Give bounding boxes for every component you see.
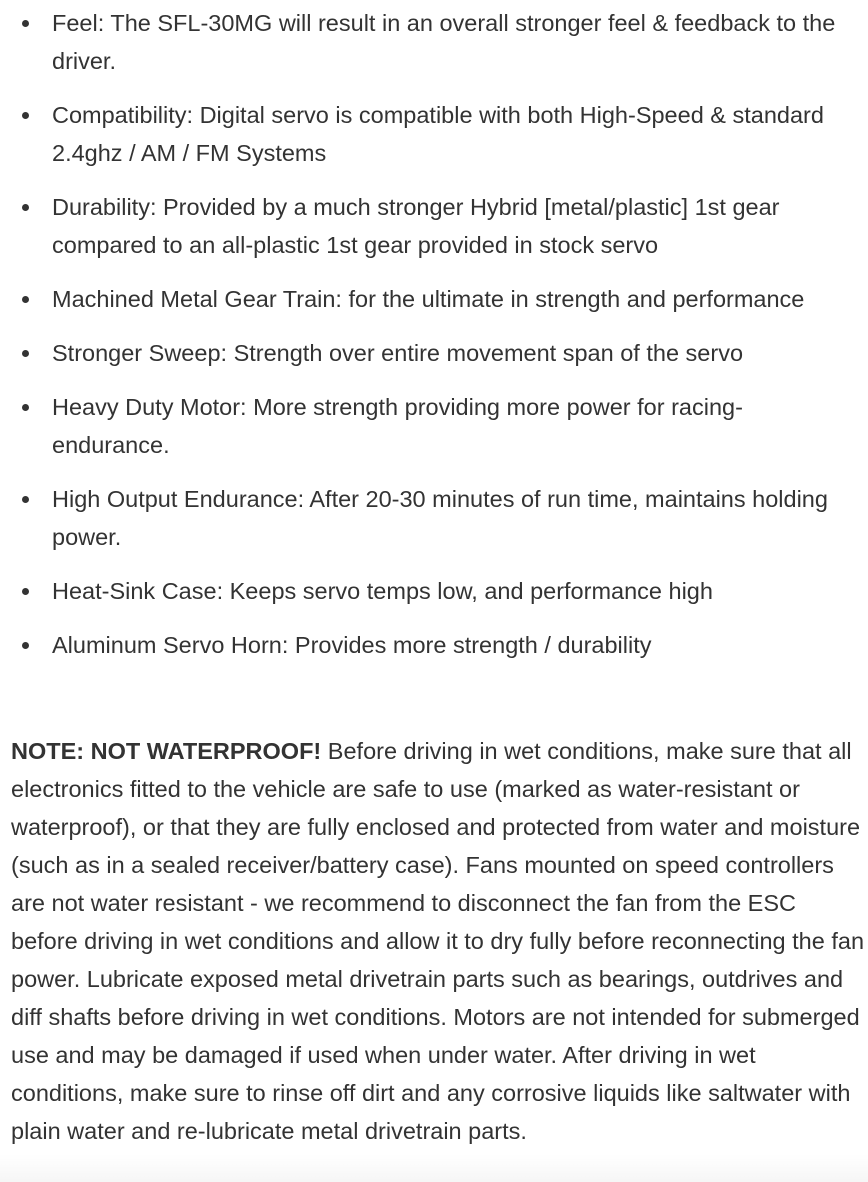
bullet-icon (22, 350, 29, 357)
list-item (0, 480, 868, 556)
bottom-fade (0, 1154, 868, 1182)
bullet-icon (22, 20, 29, 27)
feature-text: High Output Endurance: After 20-30 minutes of run time, maintains holding power. (52, 486, 828, 550)
list-item (0, 280, 868, 318)
bullet-icon (22, 642, 29, 649)
bullet-icon (22, 496, 29, 503)
feature-list (0, 4, 868, 680)
feature-text: Stronger Sweep: Strength over entire movement span of the servo (52, 340, 744, 366)
feature-text: Durability: Provided by a much stronger Hybrid [metal/plastic] 1st gear compared to an all-plastic 1st gear provided in stock servo (52, 194, 780, 258)
list-item (0, 96, 868, 172)
note-label: NOTE: NOT WATERPROOF! (11, 738, 322, 764)
bullet-icon (22, 404, 29, 411)
list-item (0, 4, 868, 80)
list-item (0, 388, 868, 464)
list-item (0, 188, 868, 264)
feature-text: Machined Metal Gear Train: for the ultimate in strength and performance (52, 286, 805, 312)
feature-text: Compatibility: Digital servo is compatible with both High-Speed & standard 2.4ghz / AM / FM Systems (52, 102, 824, 166)
bullet-icon (22, 296, 29, 303)
bullet-icon (22, 112, 29, 119)
list-item (0, 572, 868, 610)
feature-text: Feel: The SFL-30MG will result in an overall stronger feel & feedback to the driver. (52, 10, 836, 74)
list-item (0, 334, 868, 372)
bullet-icon (22, 588, 29, 595)
list-item (0, 626, 868, 664)
feature-text: Aluminum Servo Horn: Provides more strength / durability (52, 632, 652, 658)
feature-text: Heat-Sink Case: Keeps servo temps low, and performance high (52, 578, 713, 604)
waterproof-note (11, 732, 868, 1150)
note-body: Before driving in wet conditions, make sure that all electronics fitted to the vehicle are safe to use (marked as water-resistant or waterproof), or that they are fully enclosed and protected from water and moisture (such as in a sealed receiver/battery case). Fans mounted on speed controllers are not water resistant - we recommend to disconnect the fan from the ESC before driving in wet conditions and allow it to dry fully before reconnecting the fan power. Lubricate exposed metal drivetrain parts such as bearings, outdrives and diff shafts before driving in wet conditions. Motors are not intended for submerged use and may be damaged if used when under water. After driving in wet conditions, make sure to rinse off dirt and any corrosive liquids like saltwater with plain water and re-lubricate metal drivetrain parts. (11, 738, 865, 1144)
feature-text: Heavy Duty Motor: More strength providing more power for racing-endurance. (52, 394, 743, 458)
bullet-icon (22, 204, 29, 211)
